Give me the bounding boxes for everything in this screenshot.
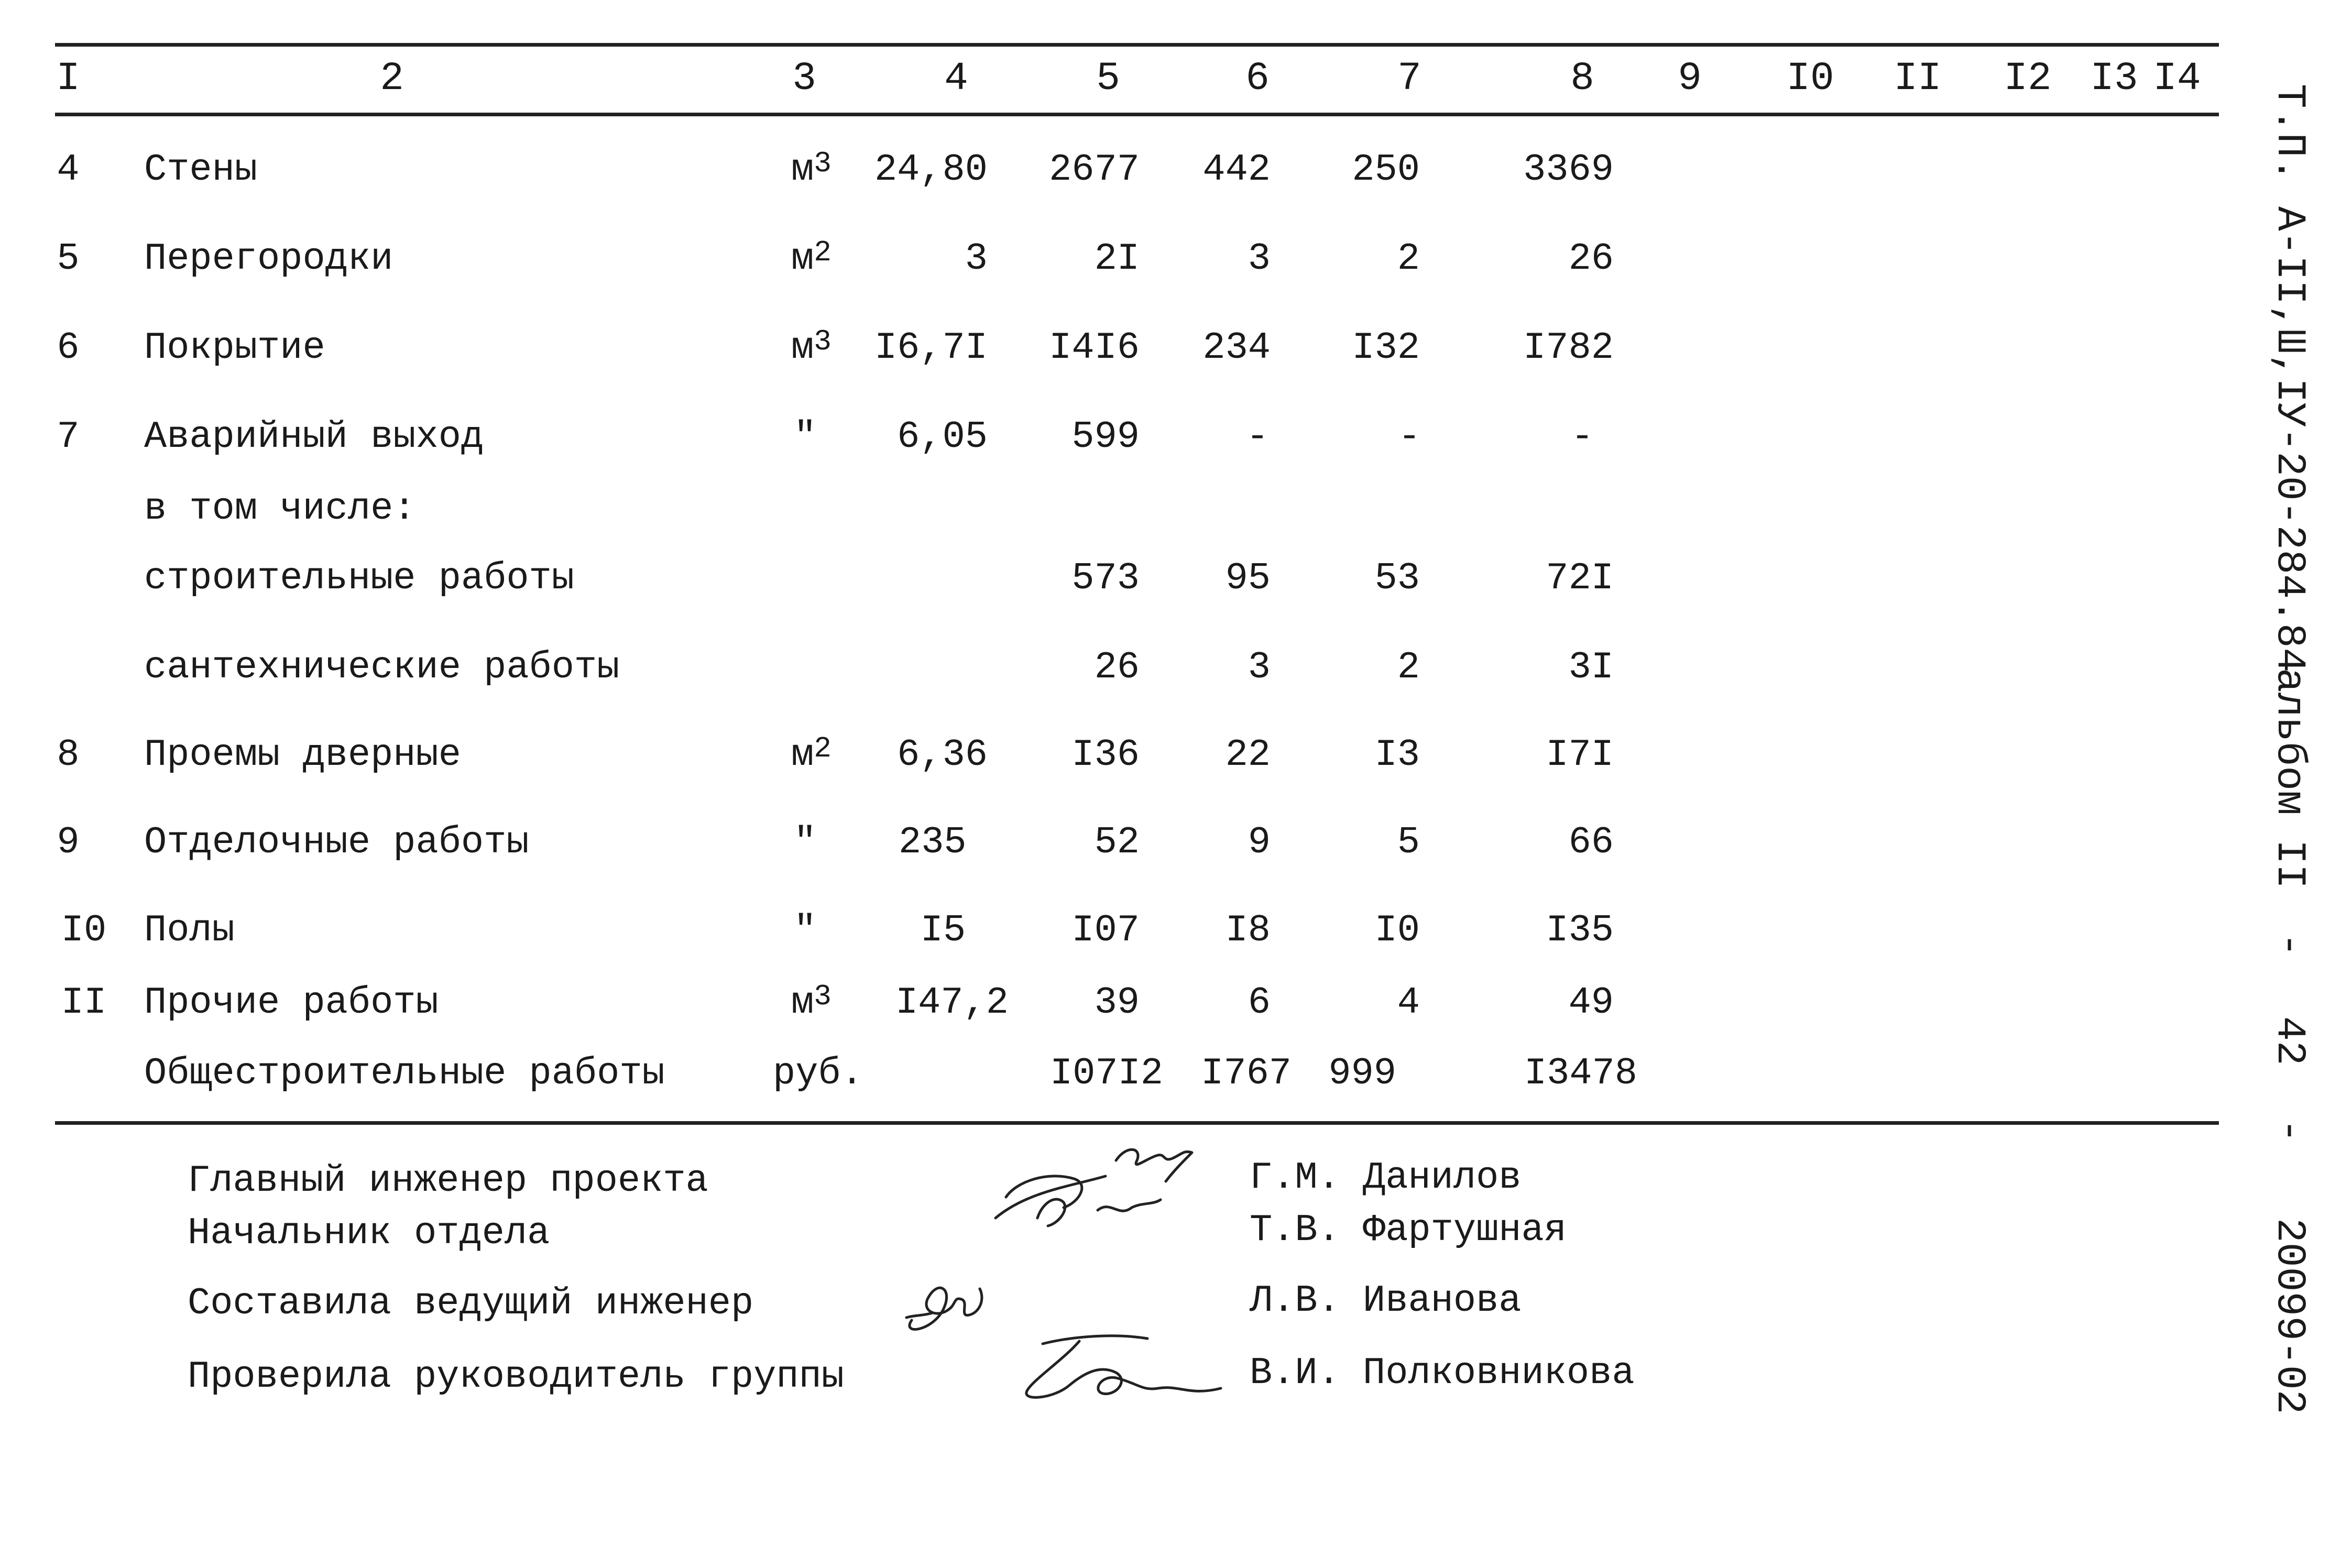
cell-col-5: 2I	[1094, 237, 1140, 280]
cell-col-5: 573	[1071, 557, 1140, 600]
header-col-3: 3	[792, 56, 816, 101]
header-col-1: I	[56, 56, 80, 101]
row-name: Прочие работы	[144, 981, 439, 1024]
cell-col-6: I767	[1201, 1052, 1292, 1095]
signature-name-lead-engineer: Л.В. Иванова	[1250, 1279, 1522, 1322]
signature-name-group-leader: В.И. Полковникова	[1250, 1352, 1635, 1395]
row-number: 8	[57, 733, 80, 776]
signature-name-chief-engineer: Г.М. Данилов	[1250, 1156, 1522, 1199]
cell-col-6: 234	[1202, 326, 1271, 369]
cell-col-4: I6,7I	[874, 326, 988, 369]
row-name: Общестроительные работы	[144, 1052, 665, 1095]
row-number: 9	[57, 821, 80, 864]
cell-col-7: 999	[1328, 1052, 1396, 1095]
cell-col-4: 3	[965, 237, 988, 280]
cell-col-5: 2677	[1049, 148, 1140, 191]
signature-role-department-head: Начальник отдела	[188, 1212, 550, 1255]
cell-col-6: I8	[1225, 909, 1271, 952]
cell-col-7: -	[1398, 415, 1421, 458]
header-col-10: I0	[1786, 56, 1834, 101]
row-number: 6	[57, 326, 80, 369]
cell-col-7: I32	[1352, 326, 1420, 369]
row-name: Отделочные работы	[144, 821, 529, 864]
row-unit: руб.	[773, 1052, 863, 1095]
row-name: строительные работы	[144, 557, 574, 600]
cell-col-7: 5	[1397, 821, 1420, 864]
row-unit: "	[794, 821, 817, 864]
row-number: 7	[57, 415, 80, 458]
side-stamp-dash-1: -	[2266, 933, 2312, 957]
cell-col-7: 53	[1374, 557, 1420, 600]
top-rule	[55, 43, 2219, 47]
row-name: Проемы дверные	[144, 733, 461, 776]
row-name: Полы	[144, 909, 235, 952]
header-col-13: I3	[2090, 56, 2138, 101]
row-unit: $м^3$	[791, 147, 832, 191]
cell-col-4: I5	[920, 909, 966, 952]
cell-col-5: I07	[1071, 909, 1140, 952]
row-name: Перегородки	[144, 237, 393, 280]
header-col-12: I2	[2004, 56, 2052, 101]
header-col-9: 9	[1678, 56, 1702, 101]
side-stamp-code: Т.П. А-II,Ш,IУ-20-284.84	[2266, 84, 2312, 673]
signature-role-lead-engineer: Составила ведущий инженер	[188, 1282, 754, 1325]
row-unit: "	[794, 909, 817, 952]
row-unit: $м^3$	[791, 980, 832, 1024]
cell-col-8: 72I	[1546, 557, 1614, 600]
header-rule	[55, 113, 2219, 116]
bottom-rule	[55, 1121, 2219, 1125]
row-number: 5	[57, 237, 80, 280]
signature-role-group-leader: Проверила руководитель группы	[188, 1355, 845, 1398]
cell-col-8: 3369	[1523, 148, 1614, 191]
signature-name-department-head: Т.В. Фартушная	[1250, 1209, 1567, 1252]
row-unit: $м^2$	[791, 732, 832, 776]
row-name: в том числе:	[144, 487, 416, 530]
row-name: Аварийный выход	[144, 415, 484, 458]
handwritten-signature-chief-engineer	[985, 1139, 1231, 1249]
cell-col-8: 26	[1568, 237, 1614, 280]
cell-col-6: 95	[1225, 557, 1271, 600]
cell-col-7: 250	[1352, 148, 1420, 191]
cell-col-4: 235	[899, 821, 967, 864]
side-stamp-dash-2: -	[2266, 1119, 2312, 1143]
header-col-6: 6	[1245, 56, 1270, 101]
cell-col-8: I35	[1546, 909, 1614, 952]
row-name: Стены	[144, 148, 258, 191]
row-unit: "	[794, 415, 817, 458]
header-col-4: 4	[944, 56, 968, 101]
row-number: I0	[61, 909, 107, 952]
cell-col-8: -	[1571, 415, 1594, 458]
cell-col-4: 24,80	[874, 148, 988, 191]
cell-col-5: 599	[1071, 415, 1140, 458]
cell-col-5: I07I2	[1049, 1052, 1163, 1095]
header-col-5: 5	[1096, 56, 1120, 101]
handwritten-signature-group-leader	[1011, 1323, 1231, 1407]
row-unit: $м^3$	[791, 325, 832, 369]
cell-col-5: I4I6	[1049, 326, 1140, 369]
signature-role-chief-engineer: Главный инженер проекта	[188, 1159, 708, 1202]
cell-col-6: 22	[1225, 733, 1271, 776]
cell-col-5: 26	[1094, 646, 1140, 689]
cell-col-7: 2	[1397, 237, 1420, 280]
header-col-7: 7	[1397, 56, 1421, 101]
cell-col-6: 442	[1202, 148, 1271, 191]
cell-col-8: 3I	[1568, 646, 1614, 689]
header-col-8: 8	[1570, 56, 1594, 101]
cell-col-6: 3	[1248, 646, 1271, 689]
side-stamp-album: альбом II	[2266, 668, 2312, 889]
cell-col-8: I7I	[1546, 733, 1614, 776]
header-col-2: 2	[380, 56, 404, 101]
row-name: сантехнические работы	[144, 646, 620, 689]
cell-col-8: I782	[1523, 326, 1614, 369]
cell-col-4: 6,36	[897, 733, 988, 776]
cell-col-8: I3478	[1524, 1052, 1637, 1095]
cell-col-6: 6	[1248, 981, 1271, 1024]
cell-col-5: 52	[1094, 821, 1140, 864]
cell-col-7: 4	[1397, 981, 1420, 1024]
row-number: 4	[57, 148, 80, 191]
cell-col-7: I0	[1374, 909, 1420, 952]
cell-col-7: I3	[1374, 733, 1420, 776]
cell-col-4: I47,2	[895, 981, 1009, 1024]
cell-col-8: 66	[1568, 821, 1614, 864]
cell-col-6: 3	[1248, 237, 1271, 280]
row-number: II	[61, 981, 107, 1024]
side-stamp-number: 20099-02	[2266, 1218, 2312, 1415]
header-col-11: II	[1894, 56, 1942, 101]
row-unit: $м^2$	[791, 236, 832, 280]
cell-col-5: 39	[1094, 981, 1140, 1024]
header-col-14: I4	[2153, 56, 2201, 101]
cell-col-6: -	[1246, 415, 1269, 458]
cell-col-5: I36	[1071, 733, 1140, 776]
cell-col-7: 2	[1397, 646, 1420, 689]
row-name: Покрытие	[144, 326, 325, 369]
cell-col-4: 6,05	[897, 415, 988, 458]
side-stamp-page: 42	[2266, 1016, 2312, 1066]
cell-col-6: 9	[1248, 821, 1271, 864]
cell-col-8: 49	[1568, 981, 1614, 1024]
